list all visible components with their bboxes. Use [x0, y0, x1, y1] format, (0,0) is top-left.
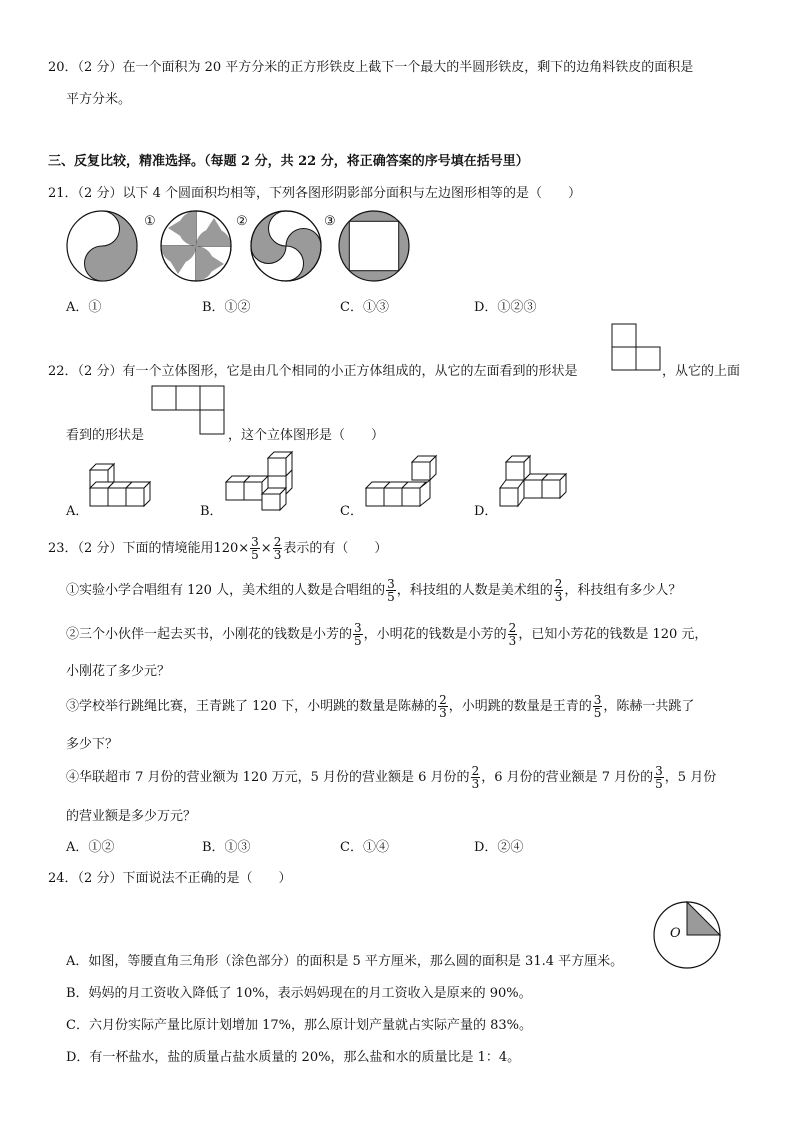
q23-item-1: ①实验小学合唱组有 120 人，美术组的人数是合唱组的 $\frac{3}{5}$ ，科技组的人数是美术组的 $\frac{2}{3}$ ，科技组有多少人？	[66, 577, 682, 604]
q23-stem	[48, 536, 387, 561]
q21-option-d[interactable]: D．①②③	[474, 300, 537, 315]
q22-top-view	[150, 384, 228, 436]
q22-stem-c: 看到的形状是	[66, 428, 145, 443]
q21-stem: 21．（2 分）以下 4 个圆面积均相等，下列各图形阴影部分面积与左边图形相等的是（ ）	[48, 186, 581, 201]
q23-item-4-cont: 的营业额是多少万元？	[66, 809, 197, 824]
q22-stem-b: ，从它的上面	[662, 364, 741, 379]
q22-option-a-label[interactable]: A．	[66, 504, 89, 519]
q23-item-3: ③学校举行跳绳比赛，王青跳了 120 下，小明跳的数量是陈赫的 $\frac{2}{3}$ ，小明跳的数量是王青的 $\frac{3}{5}$ ，陈赫一共跳了	[66, 693, 695, 720]
q21-option-c[interactable]: C．①③	[340, 300, 389, 315]
q24-stem: 24．（2 分）下面说法不正确的是（ ）	[48, 871, 292, 886]
q21-reference-circle	[66, 210, 138, 282]
q22-option-d-figure[interactable]	[496, 452, 578, 514]
q22-option-c-figure[interactable]	[362, 452, 444, 514]
q21-option-b[interactable]: B．①②	[202, 300, 251, 315]
q22-option-b-figure[interactable]	[222, 452, 304, 514]
q23-item-2-cont: 小刚花了多少元？	[66, 664, 171, 679]
q23-option-a[interactable]: A．①②	[66, 840, 115, 855]
q23-frac-2-3: $\frac{2}{3}$	[273, 535, 282, 562]
q23-option-b[interactable]: B．①③	[202, 840, 251, 855]
section-header: 三、反复比较，精准选择。（每题 2 分，共 22 分，将正确答案的序号填在括号里）	[48, 154, 529, 169]
q24-circle-figure	[652, 900, 722, 970]
q22-option-c-label[interactable]: C．	[340, 504, 363, 519]
q22-option-d-label[interactable]: D．	[474, 504, 498, 519]
q22-stem-d: ，这个立体图形是（ ）	[228, 428, 385, 443]
q23-item-3-cont: 多少下？	[66, 737, 119, 752]
q21-figure-2	[250, 210, 322, 282]
q21-figure-3	[338, 210, 410, 282]
q24-option-c[interactable]: C．六月份实际产量比原计划增加 17%，那么原计划产量就占实际产量的 83%。	[66, 1018, 533, 1033]
q22-stem-a: 22．（2 分）有一个立体图形，它是由几个相同的小正方体组成的，从它的左面看到的形状是	[48, 364, 578, 379]
q22-option-b-label[interactable]: B．	[200, 504, 223, 519]
q24-option-b[interactable]: B．妈妈的月工资收入降低了 10%，表示妈妈现在的月工资收入是原来的 90%。	[66, 986, 532, 1001]
q23-stem-pre: 23．（2 分）下面的情境能用120×	[48, 541, 250, 556]
q24-option-a[interactable]: A．如图，等腰直角三角形（涂色部分）的面积是 5 平方厘米，那么圆的面积是 31.4 平方厘米。	[66, 954, 624, 969]
q21-figure-1	[160, 210, 232, 282]
q23-item-2: ②三个小伙伴一起去买书，小刚花的钱数是小芳的 $\frac{3}{5}$ ，小明花的钱数是小芳的 $\frac{2}{3}$ ，已知小芳花的钱数是 120 元，	[66, 621, 708, 648]
q23-item-4: ④华联超市 7 月份的营业额为 120 万元，5 月份的营业额是 6 月份的 $\frac{2}{3}$ ，6 月份的营业额是 7 月份的 $\frac{3}{5}$ ，5 月份	[66, 764, 717, 791]
q22-left-view	[610, 322, 664, 372]
q21-marker-2: ②	[236, 214, 248, 229]
q24-option-d[interactable]: D．有一杯盐水，盐的质量占盐水质量的 20%，那么盐和水的质量比是 1：4。	[66, 1050, 521, 1065]
q20-line1: 20．（2 分）在一个面积为 20 平方分米的正方形铁皮上截下一个最大的半圆形铁皮，剩下的边角料铁皮的面积是	[48, 60, 694, 75]
q24-center-label: O	[670, 926, 681, 941]
q23-times: ×	[260, 541, 272, 556]
q23-option-d[interactable]: D．②④	[474, 840, 524, 855]
q20-line2: 平方分米。	[66, 92, 132, 107]
q22-option-a-figure[interactable]	[86, 458, 166, 514]
q21-marker-1: ①	[144, 214, 156, 229]
q21-marker-3: ③	[324, 214, 336, 229]
q23-stem-post: 表示的有（ ）	[283, 541, 388, 556]
q21-option-a[interactable]: A．①	[66, 300, 102, 315]
q23-option-c[interactable]: C．①④	[340, 840, 389, 855]
q23-frac-3-5: $\frac{3}{5}$	[251, 535, 259, 562]
